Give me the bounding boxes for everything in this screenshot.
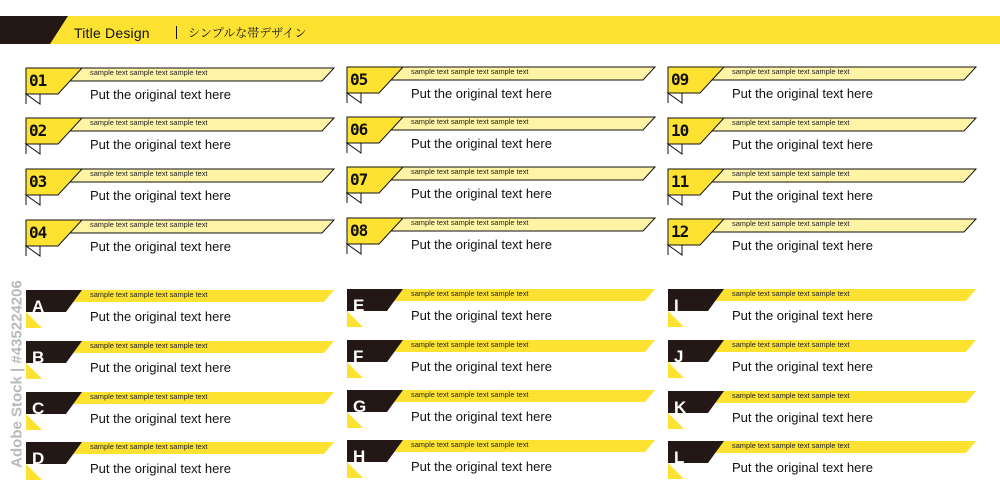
card-main-text: Put the original text here — [732, 238, 873, 253]
title-card-c — [26, 392, 338, 438]
card-letter: E — [353, 296, 365, 315]
card-sample-text: sample text sample text sample text — [90, 341, 208, 350]
title-card-i — [668, 289, 980, 335]
card-number: 11 — [671, 172, 689, 191]
card-number: 02 — [29, 121, 47, 140]
card-letter: K — [674, 398, 687, 417]
title-divider — [176, 26, 177, 39]
card-main-text: Put the original text here — [411, 237, 552, 252]
title-card-10 — [668, 118, 980, 164]
card-sample-text: sample text sample text sample text — [732, 289, 850, 298]
card-main-text: Put the original text here — [90, 239, 231, 254]
card-main-text: Put the original text here — [90, 137, 231, 152]
card-sample-text: sample text sample text sample text — [90, 169, 208, 178]
watermark-text: Adobe Stock | #435224206 — [8, 280, 26, 468]
page-header — [0, 0, 1000, 44]
card-letter: A — [32, 297, 45, 316]
card-sample-text: sample text sample text sample text — [90, 442, 208, 451]
title-card-04 — [26, 220, 338, 266]
title-card-06 — [347, 117, 659, 163]
card-number: 09 — [671, 70, 689, 89]
card-letter: C — [32, 399, 45, 418]
card-sample-text: sample text sample text sample text — [90, 220, 208, 229]
title-card-e — [347, 289, 659, 335]
card-number: 01 — [29, 71, 47, 90]
card-number: 10 — [671, 121, 689, 140]
header-banner — [0, 0, 1000, 44]
card-sample-text: sample text sample text sample text — [732, 169, 850, 178]
card-number: 06 — [350, 120, 368, 139]
card-sample-text: sample text sample text sample text — [732, 118, 850, 127]
card-sample-text: sample text sample text sample text — [411, 440, 529, 449]
card-main-text: Put the original text here — [732, 137, 873, 152]
card-number: 04 — [29, 223, 47, 242]
title-card-j — [668, 340, 980, 386]
card-sample-text: sample text sample text sample text — [411, 67, 529, 76]
card-sample-text: sample text sample text sample text — [732, 391, 850, 400]
card-sample-text: sample text sample text sample text — [90, 68, 208, 77]
card-letter: J — [674, 347, 684, 366]
card-letter: G — [353, 397, 367, 416]
title-card-12 — [668, 219, 980, 265]
card-main-text: Put the original text here — [732, 410, 873, 425]
card-main-text: Put the original text here — [90, 360, 231, 375]
card-main-text: Put the original text here — [411, 86, 552, 101]
card-main-text: Put the original text here — [90, 309, 231, 324]
card-main-text: Put the original text here — [411, 359, 552, 374]
card-main-text: Put the original text here — [90, 411, 231, 426]
card-main-text: Put the original text here — [732, 359, 873, 374]
card-main-text: Put the original text here — [90, 188, 231, 203]
page-subtitle: シンプルな帯デザイン — [188, 26, 307, 40]
title-card-b — [26, 341, 338, 387]
card-main-text: Put the original text here — [732, 188, 873, 203]
card-sample-text: sample text sample text sample text — [411, 289, 529, 298]
card-sample-text: sample text sample text sample text — [90, 290, 208, 299]
title-card-k — [668, 391, 980, 437]
card-main-text: Put the original text here — [411, 409, 552, 424]
card-number: 05 — [350, 70, 368, 89]
card-sample-text: sample text sample text sample text — [411, 117, 529, 126]
title-card-11 — [668, 169, 980, 215]
card-sample-text: sample text sample text sample text — [732, 219, 850, 228]
title-card-g — [347, 390, 659, 436]
card-number: 08 — [350, 221, 368, 240]
card-letter: L — [674, 448, 685, 467]
title-card-02 — [26, 118, 338, 164]
card-main-text: Put the original text here — [411, 459, 552, 474]
card-number: 07 — [350, 170, 368, 189]
title-card-01 — [26, 68, 338, 114]
title-card-09 — [668, 67, 980, 113]
card-sample-text: sample text sample text sample text — [411, 340, 529, 349]
card-main-text: Put the original text here — [732, 86, 873, 101]
title-card-07 — [347, 167, 659, 213]
card-sample-text: sample text sample text sample text — [732, 340, 850, 349]
title-card-a — [26, 290, 338, 336]
card-main-text: Put the original text here — [411, 308, 552, 323]
card-sample-text: sample text sample text sample text — [90, 392, 208, 401]
card-letter: F — [353, 347, 364, 366]
card-sample-text: sample text sample text sample text — [732, 67, 850, 76]
title-card-l — [668, 441, 980, 487]
card-number: 03 — [29, 172, 47, 191]
card-letter: D — [32, 449, 45, 468]
stock-watermark — [6, 262, 28, 486]
card-main-text: Put the original text here — [90, 87, 231, 102]
title-card-d — [26, 442, 338, 488]
title-card-f — [347, 340, 659, 386]
card-sample-text: sample text sample text sample text — [90, 118, 208, 127]
card-sample-text: sample text sample text sample text — [411, 390, 529, 399]
card-main-text: Put the original text here — [732, 308, 873, 323]
card-number: 12 — [671, 222, 689, 241]
card-main-text: Put the original text here — [411, 136, 552, 151]
title-card-08 — [347, 218, 659, 264]
card-main-text: Put the original text here — [90, 461, 231, 476]
title-card-03 — [26, 169, 338, 215]
card-sample-text: sample text sample text sample text — [732, 441, 850, 450]
card-main-text: Put the original text here — [732, 460, 873, 475]
card-letter: H — [353, 447, 366, 466]
card-letter: I — [674, 296, 679, 315]
card-main-text: Put the original text here — [411, 186, 552, 201]
card-sample-text: sample text sample text sample text — [411, 167, 529, 176]
card-sample-text: sample text sample text sample text — [411, 218, 529, 227]
card-letter: B — [32, 348, 45, 367]
page-title: Title Design — [74, 25, 150, 41]
title-card-05 — [347, 67, 659, 113]
title-card-h — [347, 440, 659, 486]
